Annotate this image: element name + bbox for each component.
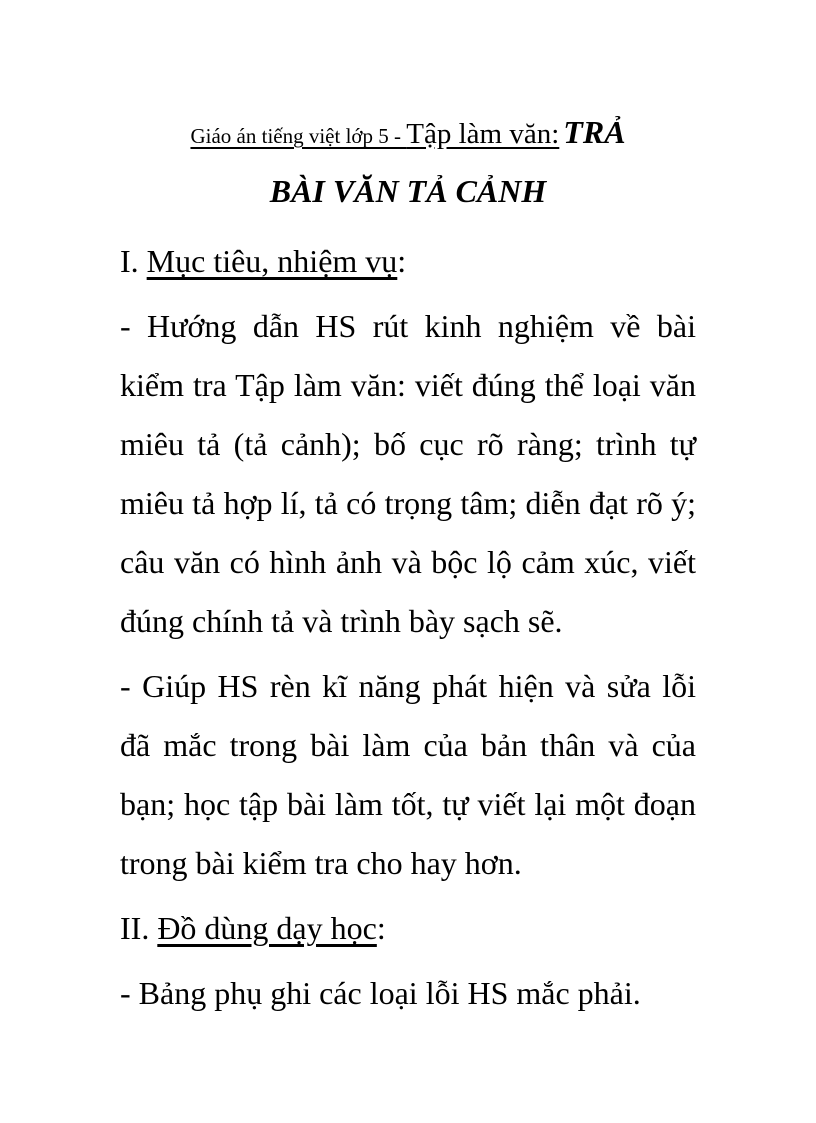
paragraph: - Hướng dẫn HS rút kinh nghiệm về bài kiểm tra Tập làm văn: viết đúng thể loại văn miêu tả (tả cảnh); bố cục rõ ràng; trình tự miêu tả hợp lí, tả có trọng tâm; diễn đạt rõ ý; câu văn có hình ảnh và bộc lộ cảm xúc, viết đúng chính tả và trình bày sạch sẽ.: [120, 308, 696, 639]
title-subject: Tập làm văn:: [406, 118, 560, 150]
section-colon: :: [376, 910, 386, 946]
section-number: I.: [120, 243, 147, 279]
section-heading-text: Mục tiêu, nhiệm vụ: [146, 243, 398, 279]
paragraph: - Giúp HS rèn kĩ năng phát hiện và sửa lỗi đã mắc trong bài làm của bản thân và của bạn; học tập bài làm tốt, tự viết lại một đoạn trong bài kiểm tra cho hay hơn.: [120, 668, 696, 881]
document-body: [120, 232, 696, 1023]
lesson-title: [0, 108, 816, 163]
section-heading-text: Đồ dùng dạy học: [157, 910, 377, 946]
section-heading-1: [120, 232, 696, 291]
title-prefix: Giáo án tiếng việt lớp 5 -: [190, 124, 407, 148]
paragraph: - Bảng phụ ghi các loại lỗi HS mắc phải.: [120, 975, 641, 1011]
title-topic-part1: TRẢ: [563, 114, 626, 150]
section-number: II.: [120, 910, 158, 946]
title-topic-part2: BÀI VĂN TẢ CẢNH: [269, 173, 547, 209]
section-colon: :: [397, 243, 407, 279]
section-heading-2: [120, 899, 696, 958]
